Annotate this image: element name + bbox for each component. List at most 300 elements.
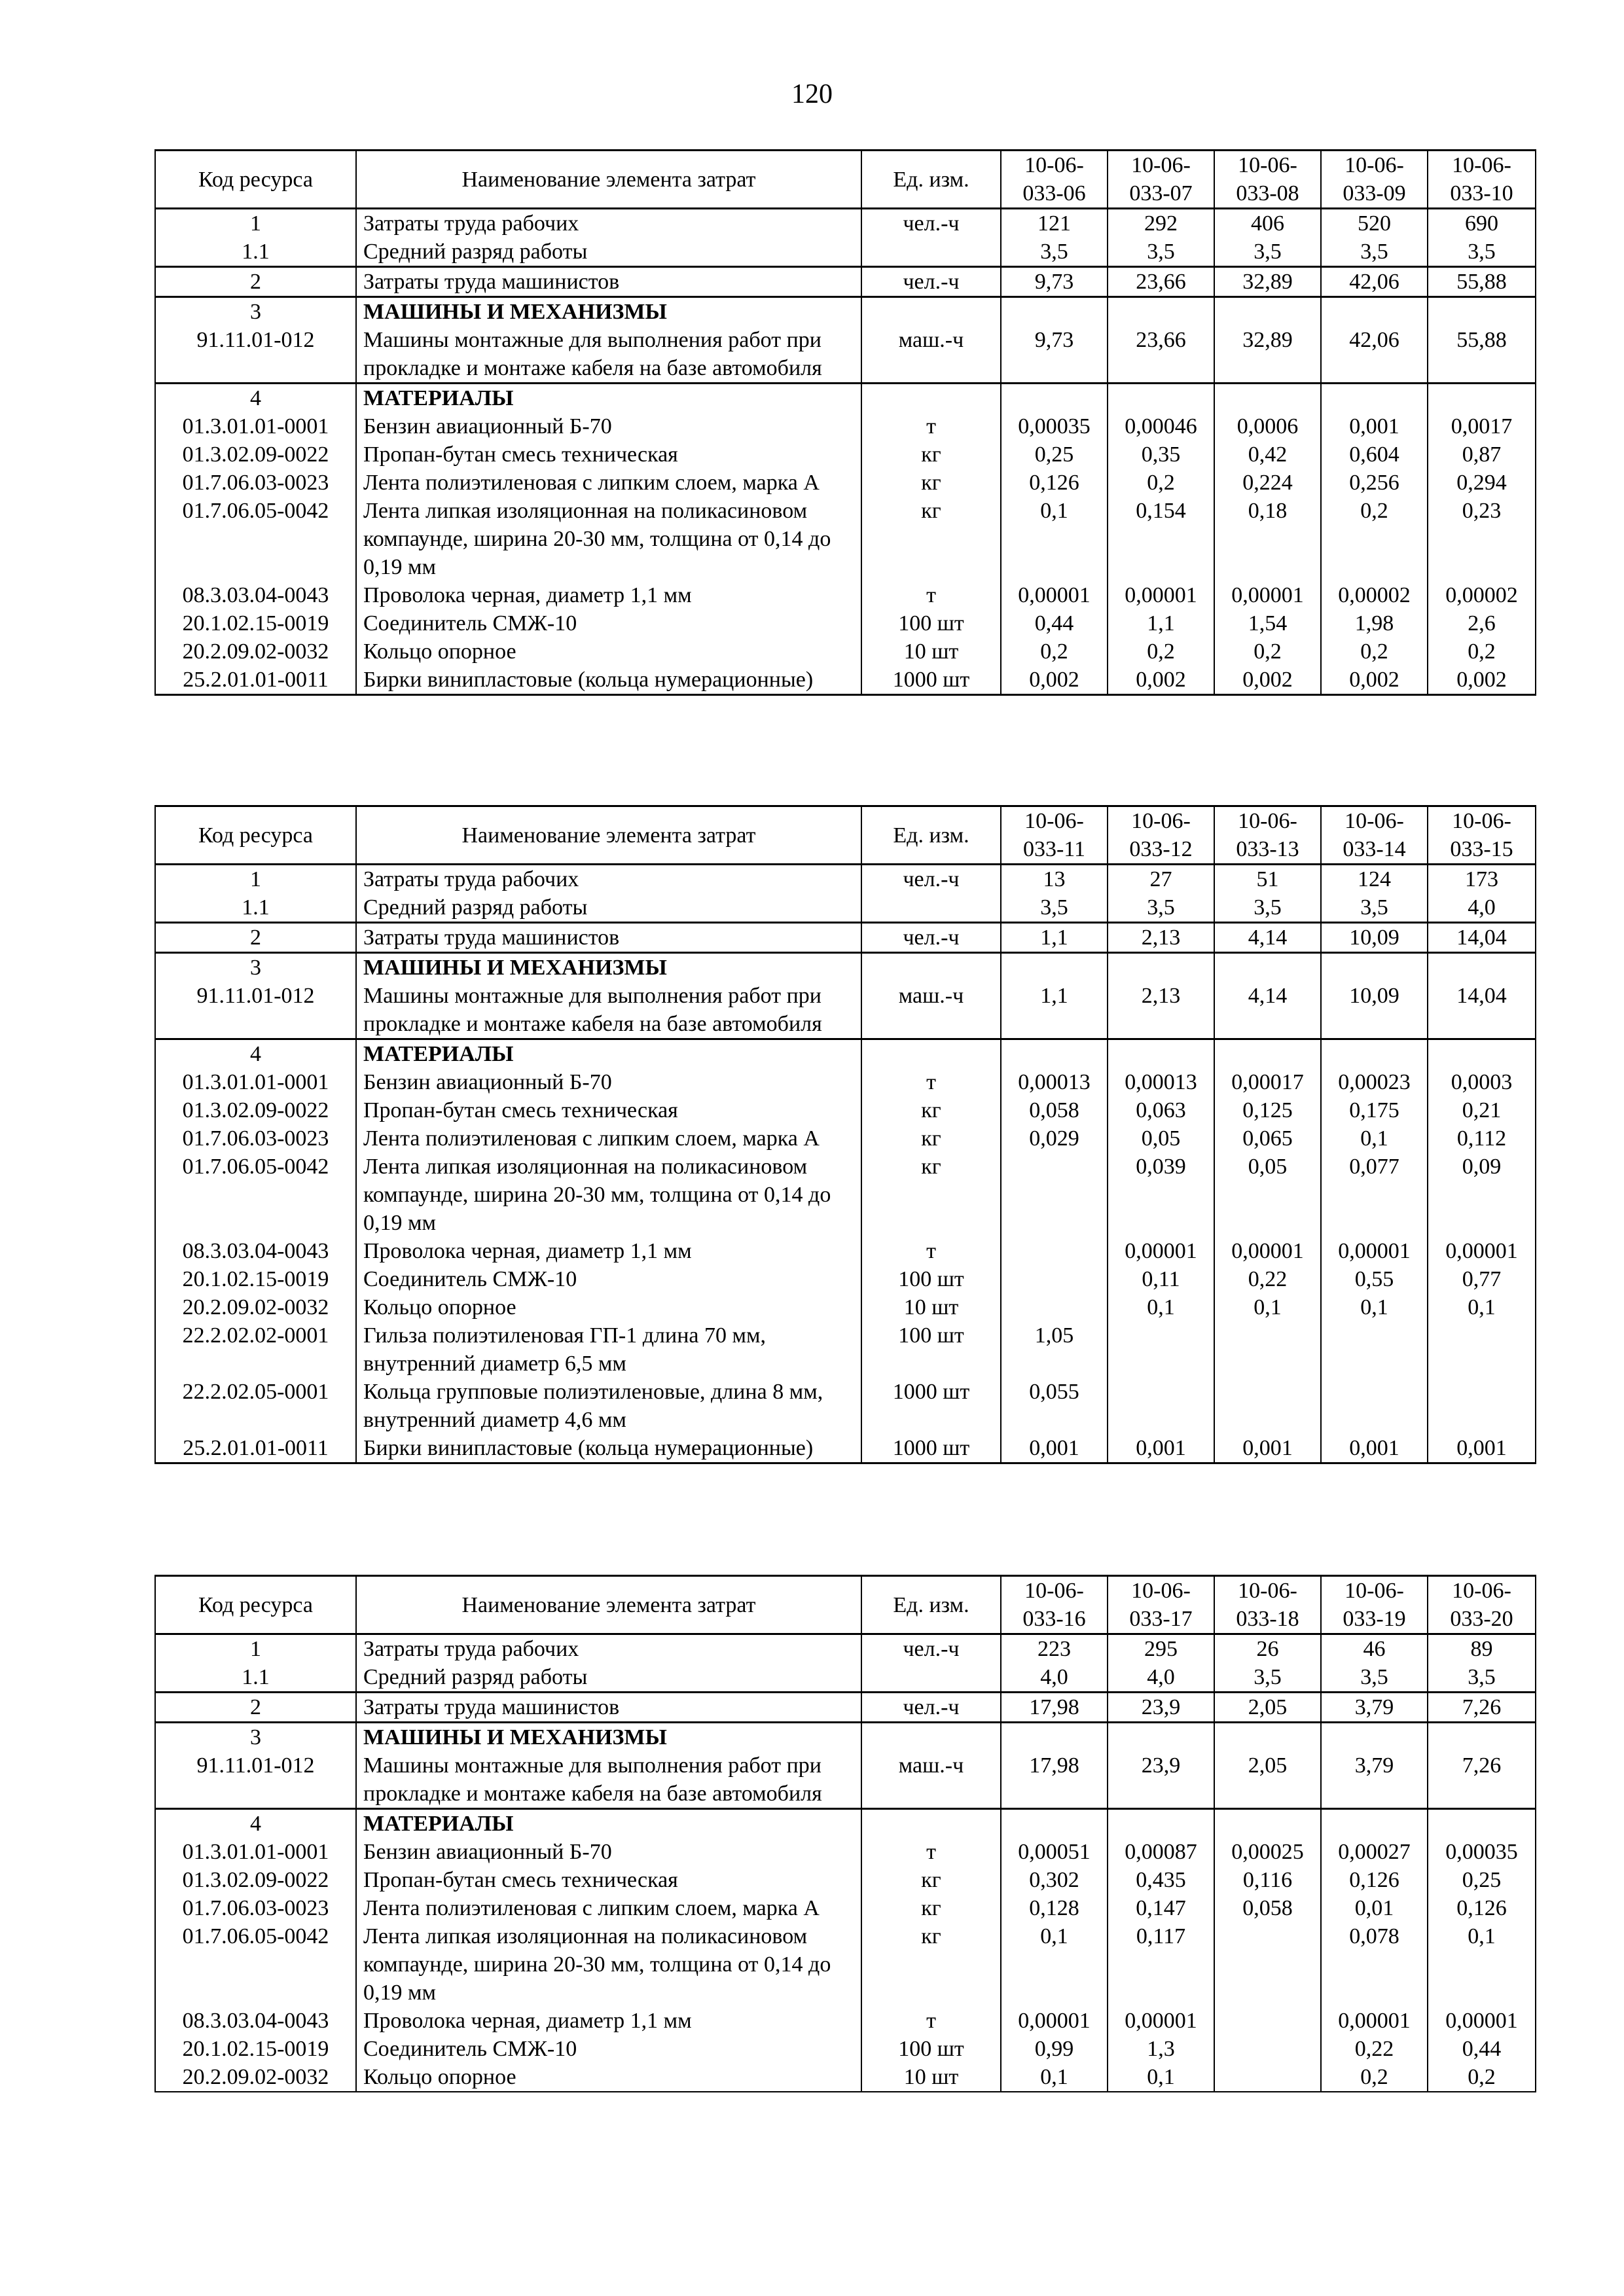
value-cell: 0,117: [1108, 1922, 1214, 2007]
value-cell: 3,79: [1321, 1751, 1428, 1809]
value-cell: [1108, 1378, 1214, 1434]
value-cell: [1108, 1039, 1214, 1069]
value-cell: 32,89: [1214, 267, 1321, 297]
value-cell: 1,1: [1001, 923, 1108, 953]
table-row: [155, 209, 1536, 238]
value-cell: 690: [1428, 209, 1536, 238]
value-cell: 10,09: [1321, 982, 1428, 1039]
value-cell: 3,5: [1108, 893, 1214, 923]
header-code: Код ресурса: [155, 151, 356, 209]
value-cell: 55,88: [1428, 267, 1536, 297]
value-cell: 124: [1321, 865, 1428, 894]
cost-element-name: Кольцо опорное: [356, 1293, 861, 1321]
value-cell: 0,23: [1428, 497, 1536, 581]
value-cell: 32,89: [1214, 326, 1321, 384]
value-cell: 26: [1214, 1634, 1321, 1664]
header-name: Наименование элемента затрат: [356, 806, 861, 865]
table-row: [155, 440, 1536, 469]
resource-code: 20.1.02.15-0019: [155, 609, 356, 637]
table-row: [155, 297, 1536, 327]
value-cell: 292: [1108, 209, 1214, 238]
header-norm-code: 10-06- 033-13: [1214, 806, 1321, 865]
value-cell: 55,88: [1428, 326, 1536, 384]
value-cell: 0,25: [1428, 1866, 1536, 1894]
cost-element-name: Затраты труда рабочих: [356, 1634, 861, 1664]
resource-code: 91.11.01-012: [155, 326, 356, 384]
table-row: [155, 1434, 1536, 1463]
unit: чел.-ч: [861, 209, 1001, 238]
value-cell: [1428, 1723, 1536, 1752]
cost-element-name: Лента полиэтиленовая с липким слоем, марка А: [356, 1894, 861, 1922]
value-cell: 0,2: [1321, 637, 1428, 666]
resource-table-1: [154, 149, 1536, 696]
value-cell: [1428, 953, 1536, 982]
value-cell: 0,126: [1321, 1866, 1428, 1894]
unit: кг: [861, 440, 1001, 469]
cost-element-name: Бирки винипластовые (кольца нумерационные): [356, 1434, 861, 1463]
value-cell: [1214, 2063, 1321, 2092]
cost-element-name: МАТЕРИАЛЫ: [356, 384, 861, 413]
resource-code: 01.7.06.05-0042: [155, 1153, 356, 1237]
value-cell: 295: [1108, 1634, 1214, 1664]
value-cell: 0,00001: [1214, 1237, 1321, 1265]
value-cell: 0,1: [1001, 1922, 1108, 2007]
value-cell: 0,00001: [1428, 2007, 1536, 2035]
value-cell: 0,065: [1214, 1124, 1321, 1153]
value-cell: 0,002: [1428, 666, 1536, 695]
value-cell: [1214, 1321, 1321, 1378]
value-cell: [1001, 297, 1108, 327]
table-row: [155, 1693, 1536, 1723]
cost-element-name: Средний разряд работы: [356, 238, 861, 267]
value-cell: 0,063: [1108, 1096, 1214, 1124]
cost-element-name: Затраты труда машинистов: [356, 1693, 861, 1723]
unit: кг: [861, 1894, 1001, 1922]
value-cell: 0,1: [1001, 497, 1108, 581]
table-row: [155, 609, 1536, 637]
value-cell: 0,44: [1001, 609, 1108, 637]
table-row: [155, 1809, 1536, 1839]
value-cell: 3,5: [1001, 238, 1108, 267]
value-cell: 0,01: [1321, 1894, 1428, 1922]
value-cell: [1108, 953, 1214, 982]
value-cell: 0,87: [1428, 440, 1536, 469]
cost-element-name: Лента полиэтиленовая с липким слоем, марка А: [356, 469, 861, 497]
unit: [861, 953, 1001, 982]
page-number: 120: [791, 79, 833, 109]
value-cell: 0,99: [1001, 2035, 1108, 2063]
resource-code: 1: [155, 865, 356, 894]
value-cell: 0,154: [1108, 497, 1214, 581]
value-cell: 3,5: [1321, 1663, 1428, 1693]
header-unit: Ед. изм.: [861, 806, 1001, 865]
value-cell: [1001, 384, 1108, 413]
value-cell: 1,98: [1321, 609, 1428, 637]
unit: 1000 шт: [861, 1434, 1001, 1463]
value-cell: 0,112: [1428, 1124, 1536, 1153]
cost-element-name: Бирки винипластовые (кольца нумерационные): [356, 666, 861, 695]
unit: т: [861, 1237, 1001, 1265]
value-cell: [1428, 1809, 1536, 1839]
value-cell: 0,00001: [1428, 1237, 1536, 1265]
header-norm-code: 10-06- 033-10: [1428, 151, 1536, 209]
cost-element-name: Бензин авиационный Б-70: [356, 1068, 861, 1096]
unit: 10 шт: [861, 637, 1001, 666]
value-cell: [1108, 1809, 1214, 1839]
value-cell: 0,001: [1321, 1434, 1428, 1463]
value-cell: 0,002: [1214, 666, 1321, 695]
resource-code: 4: [155, 1809, 356, 1839]
value-cell: 4,0: [1428, 893, 1536, 923]
unit: кг: [861, 1866, 1001, 1894]
value-cell: 0,002: [1108, 666, 1214, 695]
value-cell: 3,5: [1214, 893, 1321, 923]
value-cell: 0,078: [1321, 1922, 1428, 2007]
value-cell: 0,126: [1428, 1894, 1536, 1922]
value-cell: 0,604: [1321, 440, 1428, 469]
value-cell: 0,224: [1214, 469, 1321, 497]
value-cell: 0,128: [1001, 1894, 1108, 1922]
table-row: [155, 1068, 1536, 1096]
unit: 100 шт: [861, 609, 1001, 637]
table-row: [155, 1237, 1536, 1265]
value-cell: 89: [1428, 1634, 1536, 1664]
value-cell: 0,05: [1108, 1124, 1214, 1153]
value-cell: 0,00001: [1001, 581, 1108, 609]
unit: 1000 шт: [861, 666, 1001, 695]
value-cell: 17,98: [1001, 1693, 1108, 1723]
value-cell: 0,001: [1321, 412, 1428, 440]
resource-code: 01.3.01.01-0001: [155, 1838, 356, 1866]
resource-code: 01.7.06.03-0023: [155, 469, 356, 497]
table-row: [155, 412, 1536, 440]
value-cell: 3,5: [1321, 893, 1428, 923]
cost-element-name: Бензин авиационный Б-70: [356, 1838, 861, 1866]
value-cell: [1214, 2035, 1321, 2063]
cost-element-name: Машины монтажные для выполнения работ при прокладке и монтаже кабеля на базе автомобиля: [356, 326, 861, 384]
cost-element-name: МАШИНЫ И МЕХАНИЗМЫ: [356, 1723, 861, 1752]
header-norm-code: 10-06- 033-08: [1214, 151, 1321, 209]
cost-element-name: Проволока черная, диаметр 1,1 мм: [356, 1237, 861, 1265]
value-cell: 23,9: [1108, 1693, 1214, 1723]
cost-element-name: Соединитель СМЖ-10: [356, 2035, 861, 2063]
value-cell: 0,147: [1108, 1894, 1214, 1922]
value-cell: 0,77: [1428, 1265, 1536, 1293]
table-row: [155, 1634, 1536, 1664]
value-cell: 0,11: [1108, 1265, 1214, 1293]
value-cell: 0,125: [1214, 1096, 1321, 1124]
value-cell: 0,00046: [1108, 412, 1214, 440]
cost-element-name: Соединитель СМЖ-10: [356, 609, 861, 637]
unit: [861, 1039, 1001, 1069]
unit: [861, 893, 1001, 923]
header-norm-code: 10-06- 033-16: [1001, 1576, 1108, 1634]
cost-element-name: Затраты труда машинистов: [356, 267, 861, 297]
table-row: [155, 893, 1536, 923]
value-cell: 0,1: [1108, 2063, 1214, 2092]
value-cell: 0,35: [1108, 440, 1214, 469]
cost-element-name: Затраты труда рабочих: [356, 209, 861, 238]
value-cell: 0,00002: [1428, 581, 1536, 609]
cost-element-name: Средний разряд работы: [356, 893, 861, 923]
value-cell: 0,55: [1321, 1265, 1428, 1293]
value-cell: [1214, 297, 1321, 327]
resource-code: 01.7.06.03-0023: [155, 1124, 356, 1153]
unit: маш.-ч: [861, 1751, 1001, 1809]
resource-code: 01.3.02.09-0022: [155, 1866, 356, 1894]
value-cell: 0,039: [1108, 1153, 1214, 1237]
value-cell: 0,1: [1214, 1293, 1321, 1321]
value-cell: 0,00017: [1214, 1068, 1321, 1096]
value-cell: 0,2: [1321, 2063, 1428, 2092]
unit: кг: [861, 1922, 1001, 2007]
value-cell: 0,05: [1214, 1153, 1321, 1237]
value-cell: 3,5: [1108, 238, 1214, 267]
value-cell: 0,2: [1428, 2063, 1536, 2092]
table-row: [155, 1321, 1536, 1378]
resource-code: 01.3.02.09-0022: [155, 440, 356, 469]
unit: чел.-ч: [861, 1693, 1001, 1723]
resource-code: 3: [155, 1723, 356, 1752]
value-cell: 0,1: [1321, 1293, 1428, 1321]
value-cell: 3,5: [1321, 238, 1428, 267]
table-row: [155, 1663, 1536, 1693]
resource-code: 01.7.06.05-0042: [155, 1922, 356, 2007]
value-cell: 0,0006: [1214, 412, 1321, 440]
unit: т: [861, 412, 1001, 440]
value-cell: 42,06: [1321, 267, 1428, 297]
unit: т: [861, 1068, 1001, 1096]
cost-element-name: Пропан-бутан смесь техническая: [356, 1096, 861, 1124]
value-cell: [1214, 1378, 1321, 1434]
value-cell: 9,73: [1001, 267, 1108, 297]
resource-code: 1.1: [155, 1663, 356, 1693]
header-norm-code: 10-06- 033-11: [1001, 806, 1108, 865]
value-cell: 9,73: [1001, 326, 1108, 384]
resource-code: 08.3.03.04-0043: [155, 581, 356, 609]
resource-code: 01.7.06.03-0023: [155, 1894, 356, 1922]
header-norm-code: 10-06- 033-20: [1428, 1576, 1536, 1634]
value-cell: 0,00051: [1001, 1838, 1108, 1866]
cost-element-name: МАШИНЫ И МЕХАНИЗМЫ: [356, 297, 861, 327]
value-cell: 0,0003: [1428, 1068, 1536, 1096]
value-cell: 0,116: [1214, 1866, 1321, 1894]
header-code: Код ресурса: [155, 806, 356, 865]
cost-element-name: Пропан-бутан смесь техническая: [356, 440, 861, 469]
header-norm-code: 10-06- 033-07: [1108, 151, 1214, 209]
value-cell: 2,6: [1428, 609, 1536, 637]
value-cell: [1214, 1723, 1321, 1752]
value-cell: 1,54: [1214, 609, 1321, 637]
value-cell: 520: [1321, 209, 1428, 238]
unit: маш.-ч: [861, 326, 1001, 384]
value-cell: 0,2: [1214, 637, 1321, 666]
value-cell: 0,00027: [1321, 1838, 1428, 1866]
table-row: [155, 1096, 1536, 1124]
resource-code: 2: [155, 923, 356, 953]
table-row: [155, 326, 1536, 384]
value-cell: [1428, 1039, 1536, 1069]
value-cell: 3,79: [1321, 1693, 1428, 1723]
value-cell: 4,0: [1001, 1663, 1108, 1693]
value-cell: 4,14: [1214, 982, 1321, 1039]
unit: 1000 шт: [861, 1378, 1001, 1434]
header-unit: Ед. изм.: [861, 151, 1001, 209]
resource-table-2: [154, 805, 1536, 1464]
resource-code: 4: [155, 384, 356, 413]
header-name: Наименование элемента затрат: [356, 1576, 861, 1634]
value-cell: 406: [1214, 209, 1321, 238]
value-cell: 0,42: [1214, 440, 1321, 469]
value-cell: 0,002: [1001, 666, 1108, 695]
value-cell: 0,029: [1001, 1124, 1108, 1153]
unit: [861, 1723, 1001, 1752]
value-cell: [1214, 1039, 1321, 1069]
value-cell: [1321, 1039, 1428, 1069]
resource-code: 1: [155, 1634, 356, 1664]
resource-code: 2: [155, 267, 356, 297]
table-row: [155, 581, 1536, 609]
value-cell: 121: [1001, 209, 1108, 238]
resource-code: 91.11.01-012: [155, 1751, 356, 1809]
table-row: [155, 923, 1536, 953]
value-cell: 23,66: [1108, 326, 1214, 384]
resource-code: 08.3.03.04-0043: [155, 1237, 356, 1265]
value-cell: [1214, 1809, 1321, 1839]
cost-element-name: Средний разряд работы: [356, 1663, 861, 1693]
value-cell: [1321, 297, 1428, 327]
unit: [861, 238, 1001, 267]
cost-element-name: МАШИНЫ И МЕХАНИЗМЫ: [356, 953, 861, 982]
value-cell: [1428, 297, 1536, 327]
value-cell: 0,00001: [1321, 2007, 1428, 2035]
unit: т: [861, 1838, 1001, 1866]
cost-element-name: Лента липкая изоляционная на поликасиновом компаунде, ширина 20-30 мм, толщина от 0,14 до 0,19 мм: [356, 1922, 861, 2007]
value-cell: 1,1: [1108, 609, 1214, 637]
value-cell: 0,2: [1108, 637, 1214, 666]
value-cell: 13: [1001, 865, 1108, 894]
value-cell: 0,058: [1001, 1096, 1108, 1124]
table-row: [155, 238, 1536, 267]
unit: кг: [861, 469, 1001, 497]
resource-code: 25.2.01.01-0011: [155, 666, 356, 695]
header-norm-code: 10-06- 033-14: [1321, 806, 1428, 865]
resource-code: 20.2.09.02-0032: [155, 2063, 356, 2092]
unit: чел.-ч: [861, 267, 1001, 297]
resource-code: 01.7.06.05-0042: [155, 497, 356, 581]
value-cell: 0,00001: [1321, 1237, 1428, 1265]
value-cell: 3,5: [1428, 1663, 1536, 1693]
value-cell: 23,66: [1108, 267, 1214, 297]
value-cell: 0,1: [1428, 1922, 1536, 2007]
value-cell: 17,98: [1001, 1751, 1108, 1809]
value-cell: [1108, 1321, 1214, 1378]
resource-code: 3: [155, 297, 356, 327]
value-cell: 3,5: [1214, 1663, 1321, 1693]
value-cell: 0,00001: [1214, 581, 1321, 609]
resource-code: 22.2.02.05-0001: [155, 1378, 356, 1434]
table-row: [155, 1153, 1536, 1237]
resource-code: 20.2.09.02-0032: [155, 637, 356, 666]
value-cell: 10,09: [1321, 923, 1428, 953]
cost-element-name: Затраты труда рабочих: [356, 865, 861, 894]
value-cell: 1,05: [1001, 1321, 1108, 1378]
value-cell: 173: [1428, 865, 1536, 894]
resource-code: 08.3.03.04-0043: [155, 2007, 356, 2035]
header-name: Наименование элемента затрат: [356, 151, 861, 209]
table-row: [155, 1838, 1536, 1866]
value-cell: 0,1: [1108, 1293, 1214, 1321]
value-cell: 0,001: [1108, 1434, 1214, 1463]
unit: 100 шт: [861, 1265, 1001, 1293]
value-cell: [1108, 1723, 1214, 1752]
resource-code: 20.1.02.15-0019: [155, 1265, 356, 1293]
value-cell: 7,26: [1428, 1693, 1536, 1723]
resource-table-3: [154, 1575, 1536, 2092]
cost-element-name: Затраты труда машинистов: [356, 923, 861, 953]
value-cell: 0,2: [1321, 497, 1428, 581]
value-cell: 0,00001: [1001, 2007, 1108, 2035]
value-cell: 0,126: [1001, 469, 1108, 497]
unit: 10 шт: [861, 1293, 1001, 1321]
table-row: [155, 1124, 1536, 1153]
table-row: [155, 1265, 1536, 1293]
value-cell: [1321, 384, 1428, 413]
value-cell: 3,5: [1214, 238, 1321, 267]
cost-element-name: Лента липкая изоляционная на поликасиновом компаунде, ширина 20-30 мм, толщина от 0,14 до 0,19 мм: [356, 497, 861, 581]
table-row: [155, 1293, 1536, 1321]
value-cell: [1428, 384, 1536, 413]
value-cell: [1321, 953, 1428, 982]
header-norm-code: 10-06- 033-17: [1108, 1576, 1214, 1634]
unit: [861, 384, 1001, 413]
value-cell: 0,435: [1108, 1866, 1214, 1894]
value-cell: 0,18: [1214, 497, 1321, 581]
unit: чел.-ч: [861, 1634, 1001, 1664]
table-header-row: [155, 1576, 1536, 1634]
cost-element-name: Пропан-бутан смесь техническая: [356, 1866, 861, 1894]
unit: 100 шт: [861, 2035, 1001, 2063]
value-cell: 0,001: [1214, 1434, 1321, 1463]
unit: [861, 297, 1001, 327]
resource-code: 01.3.01.01-0001: [155, 412, 356, 440]
unit: кг: [861, 1096, 1001, 1124]
value-cell: [1214, 2007, 1321, 2035]
table-row: [155, 1894, 1536, 1922]
value-cell: 14,04: [1428, 923, 1536, 953]
value-cell: 0,00001: [1108, 1237, 1214, 1265]
value-cell: 0,2: [1428, 637, 1536, 666]
table-row: [155, 267, 1536, 297]
resource-code: 20.2.09.02-0032: [155, 1293, 356, 1321]
header-norm-code: 10-06- 033-15: [1428, 806, 1536, 865]
value-cell: 23,9: [1108, 1751, 1214, 1809]
value-cell: 2,05: [1214, 1751, 1321, 1809]
table-row: [155, 384, 1536, 413]
value-cell: 0,2: [1108, 469, 1214, 497]
table-row: [155, 2063, 1536, 2092]
value-cell: 0,00002: [1321, 581, 1428, 609]
cost-element-name: Кольца групповые полиэтиленовые, длина 8 мм, внутренний диаметр 4,6 мм: [356, 1378, 861, 1434]
value-cell: 2,13: [1108, 982, 1214, 1039]
value-cell: 0,44: [1428, 2035, 1536, 2063]
table-row: [155, 1039, 1536, 1069]
value-cell: 0,175: [1321, 1096, 1428, 1124]
value-cell: 0,055: [1001, 1378, 1108, 1434]
value-cell: [1214, 953, 1321, 982]
header-norm-code: 10-06- 033-12: [1108, 806, 1214, 865]
value-cell: 0,1: [1001, 2063, 1108, 2092]
